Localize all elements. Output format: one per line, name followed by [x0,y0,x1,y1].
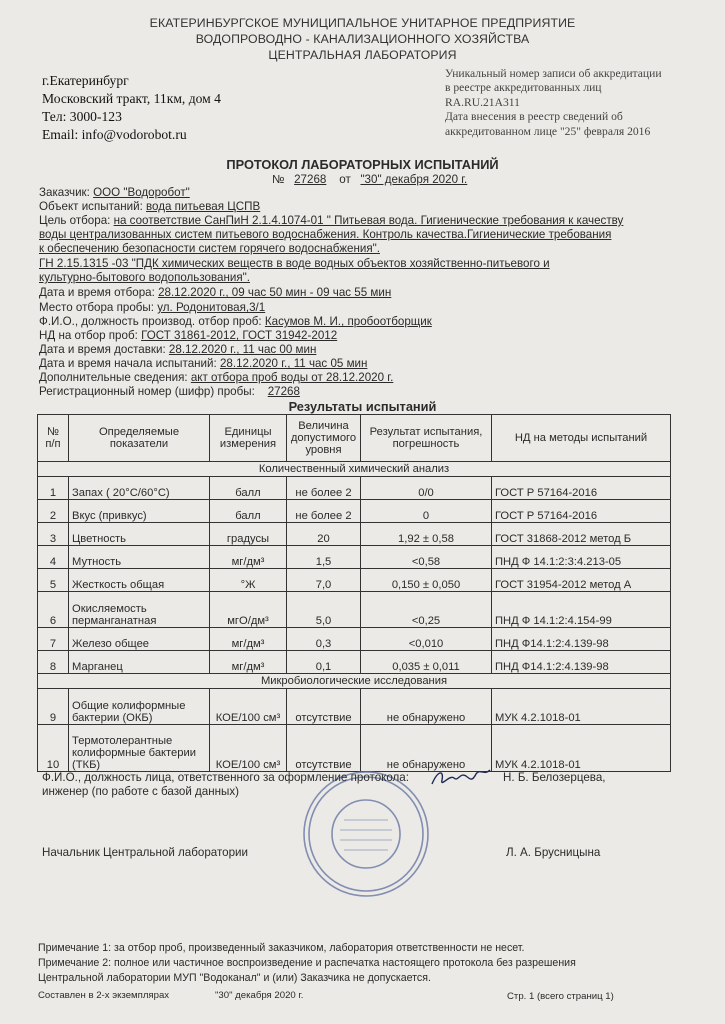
responsible-label-1: Ф.И.О., должность лица, ответственного за оформление протокола: [42,771,409,784]
unit-cell: °Ж [210,569,287,592]
results-table [37,414,671,772]
limit-cell: 0,3 [287,628,361,651]
unit-cell: мг/дм³ [210,628,287,651]
result-cell: <0,25 [361,592,492,628]
table-row [38,628,671,651]
column-header: НД на методы испытаний [492,415,671,462]
result-cell: 0,035 ± 0,011 [361,651,492,674]
column-header: № п/п [38,415,69,462]
limit-cell: отсутствие [287,689,361,725]
table-row [38,689,671,725]
method-cell: МУК 4.2.1018-01 [492,689,671,725]
purpose-line [39,214,623,227]
protocol-number-line [272,173,467,186]
object-label: Объект испытаний: [39,200,143,213]
place-value: ул. Родонитовая,3/1 [157,301,266,314]
indicator-name: Термотолерантные колиформные бактерии (ТКБ) [69,725,210,772]
result-cell: 0/0 [361,477,492,500]
row-number: 9 [38,689,69,725]
results-title: Результаты испытаний [288,399,437,414]
address-city: г.Екатеринбург [42,73,129,88]
table-row [38,546,671,569]
table-row [38,569,671,592]
note-2: Примечание 2: полное или частичное воспроизведение и распечатка настоящего протокола без разрешения [38,957,576,969]
method-cell: ГОСТ 31954-2012 метод А [492,569,671,592]
method-cell: ГОСТ Р 57164-2016 [492,500,671,523]
copies-note: Составлен в 2-х экземплярах [38,990,170,1001]
purpose-text-2: воды централизованных систем питьевого водоснабжения. Контроль качества.Гигиенические требования [39,228,612,241]
sampling-value: 28.12.2020 г., 09 час 50 мин - 09 час 55 мин [158,286,392,299]
limit-cell: 1,5 [287,546,361,569]
indicator-name: Окисляемость перманганатная [69,592,210,628]
purpose-text-1: на соответствие СанПиН 2.1.4.1074-01 " Питьевая вода. Гигиенические требования к качеству [113,214,624,227]
column-header: Величина допустимого уровня [287,415,361,462]
result-cell: не обнаружено [361,689,492,725]
method-cell: ГОСТ Р 57164-2016 [492,477,671,500]
purpose-text-3: к обеспечению безопасности систем горячего водоснабжения". [39,242,380,255]
reg-value: 27268 [267,385,300,398]
row-number: 5 [38,569,69,592]
accreditation-line5: аккредитованном лице "25" февраля 2016 [445,124,651,138]
unit-cell: мгО/дм³ [210,592,287,628]
sampling-label: Дата и время отбора: [39,286,155,299]
number-label: № [272,173,285,186]
nd-line [39,329,337,342]
copies-date: "30" декабря 2020 г. [215,990,304,1001]
signature-belozertseva [430,766,494,792]
start-value: 28.12.2020 г., 11 час 05 мин [219,357,368,370]
date-label: от [339,173,351,186]
method-cell: МУК 4.2.1018-01 [492,725,671,772]
unit-cell: КОЕ/100 см³ [210,689,287,725]
table-row [38,651,671,674]
limit-cell: 20 [287,523,361,546]
row-number: 8 [38,651,69,674]
place-label: Место отбора пробы: [39,301,154,314]
result-cell: <0,010 [361,628,492,651]
row-number: 6 [38,592,69,628]
result-cell: 1,92 ± 0,58 [361,523,492,546]
accreditation-block [445,67,662,139]
table-row [38,592,671,628]
result-cell: 0 [361,500,492,523]
delivery-label: Дата и время доставки: [39,343,166,356]
object-line [39,200,260,213]
column-header: Результат испытания, погрешность [361,415,492,462]
extra-value: акт отбора проб воды от 28.12.2020 г. [190,371,394,384]
customer-value: ООО "Водоробот" [93,186,190,199]
extra-label: Дополнительные сведения: [39,371,188,384]
responsible-name: Н. Б. Белозерцева, [503,771,606,784]
unit-cell: КОЕ/100 см³ [210,725,287,772]
method-cell: ПНД Ф 14.1:2:4.154-99 [492,592,671,628]
accreditation-line4: Дата внесения в реестр сведений об [445,110,623,124]
customer-label: Заказчик: [39,186,90,199]
limit-cell: не более 2 [287,477,361,500]
indicator-name: Марганец [69,651,210,674]
address-street: Московский тракт, 11км, дом 4 [42,91,221,106]
limit-cell: 7,0 [287,569,361,592]
section-row-micro [38,674,671,689]
start-line [39,357,367,370]
row-number: 1 [38,477,69,500]
method-cell: ГОСТ 31868-2012 метод Б [492,523,671,546]
row-number: 2 [38,500,69,523]
round-stamp [300,768,432,900]
indicator-name: Вкус (привкус) [69,500,210,523]
note-1: Примечание 1: за отбор проб, произведенный заказчиком, лаборатория ответственности не несет. [38,942,525,954]
page-number: Стр. 1 (всего страниц 1) [507,991,614,1002]
sampler-label: Ф.И.О., должность производ. отбор проб: [39,315,262,328]
sampling-line [39,286,391,299]
start-label: Дата и время начала испытаний: [39,357,217,370]
purpose-label: Цель отбора: [39,214,111,227]
indicator-name: Цветность [69,523,210,546]
unit-cell: мг/дм³ [210,546,287,569]
column-header: Определяемые показатели [69,415,210,462]
indicator-name: Жесткость общая [69,569,210,592]
responsible-label-2: инженер (по работе с базой данных) [42,785,240,798]
result-cell: 0,150 ± 0,050 [361,569,492,592]
protocol-date: "30" декабря 2020 г. [360,173,468,186]
unit-cell: градусы [210,523,287,546]
unit-cell: мг/дм³ [210,651,287,674]
indicator-name: Общие колиформные бактерии (ОКБ) [69,689,210,725]
table-header-row [38,415,671,462]
object-value: вода питьевая ЦСПВ [146,200,261,213]
purpose-text-4: ГН 2.15.1315 -03 "ПДК химических веществ в воде водных объектов хозяйственно-питьевого и [39,257,550,270]
result-cell: <0,58 [361,546,492,569]
note-3: Центральной лаборатории МУП "Водоканал" и (или) Заказчика не допускается. [38,972,431,984]
column-header: Единицы измерения [210,415,287,462]
accreditation-line1: Уникальный номер записи об аккредитации [445,67,662,80]
extra-line [39,371,393,384]
method-cell: ПНД Ф14.1:2:4.139-98 [492,651,671,674]
section-title: Количественный химический анализ [38,462,671,477]
table-row [38,725,671,772]
method-cell: ПНД Ф 14.1:2:3:4.213-05 [492,546,671,569]
protocol-title: ПРОТОКОЛ ЛАБОРАТОРНЫХ ИСПЫТАНИЙ [226,157,499,172]
table-row [38,477,671,500]
reg-line [39,385,300,398]
protocol-number: 27268 [294,173,327,186]
limit-cell: 0,1 [287,651,361,674]
accreditation-line2: в реестре аккредитованных лиц [445,81,602,95]
place-line [39,301,265,314]
indicator-name: Мутность [69,546,210,569]
limit-cell: отсутствие [287,725,361,772]
org-name-line1: ЕКАТЕРИНБУРГСКОЕ МУНИЦИПАЛЬНОЕ УНИТАРНОЕ ПРЕДПРИЯТИЕ [149,16,576,30]
purpose-text-5: культурно-бытового водопользования". [39,271,250,284]
nd-value: ГОСТ 31861-2012, ГОСТ 31942-2012 [141,329,338,342]
row-number: 10 [38,725,69,772]
limit-cell: 5,0 [287,592,361,628]
head-name: Л. А. Брусницына [506,846,601,859]
address-email: Email: info@vodorobot.ru [42,127,187,142]
org-name-line2: ВОДОПРОВОДНО - КАНАЛИЗАЦИОННОГО ХОЗЯЙСТВА [195,32,530,46]
sampler-line [39,315,432,328]
address-phone: Тел: 3000-123 [42,109,122,124]
method-cell: ПНД Ф14.1:2:4.139-98 [492,628,671,651]
chem-rows [38,477,671,674]
delivery-value: 28.12.2020 г., 11 час 00 мин [168,343,317,356]
indicator-name: Железо общее [69,628,210,651]
head-label: Начальник Центральной лаборатории [42,846,248,859]
indicator-name: Запах ( 20°С/60°С) [69,477,210,500]
accreditation-number: RA.RU.21A311 [445,95,520,109]
nd-label: НД на отбор проб: [39,329,138,342]
unit-cell: балл [210,477,287,500]
table-row [38,523,671,546]
table-row [38,500,671,523]
row-number: 4 [38,546,69,569]
delivery-line [39,343,316,356]
row-number: 7 [38,628,69,651]
row-number: 3 [38,523,69,546]
sampler-value: Касумов М. И., пробоотборщик [264,315,432,328]
result-cell: не обнаружено [361,725,492,772]
address-block [42,72,221,144]
unit-cell: балл [210,500,287,523]
section-row-chemistry [38,462,671,477]
customer-line [39,186,190,199]
micro-rows [38,689,671,772]
reg-label: Регистрационный номер (шифр) пробы: [39,385,255,398]
section-title: Микробиологические исследования [38,674,671,689]
org-name-line3: ЦЕНТРАЛЬНАЯ ЛАБОРАТОРИЯ [268,48,457,62]
limit-cell: не более 2 [287,500,361,523]
